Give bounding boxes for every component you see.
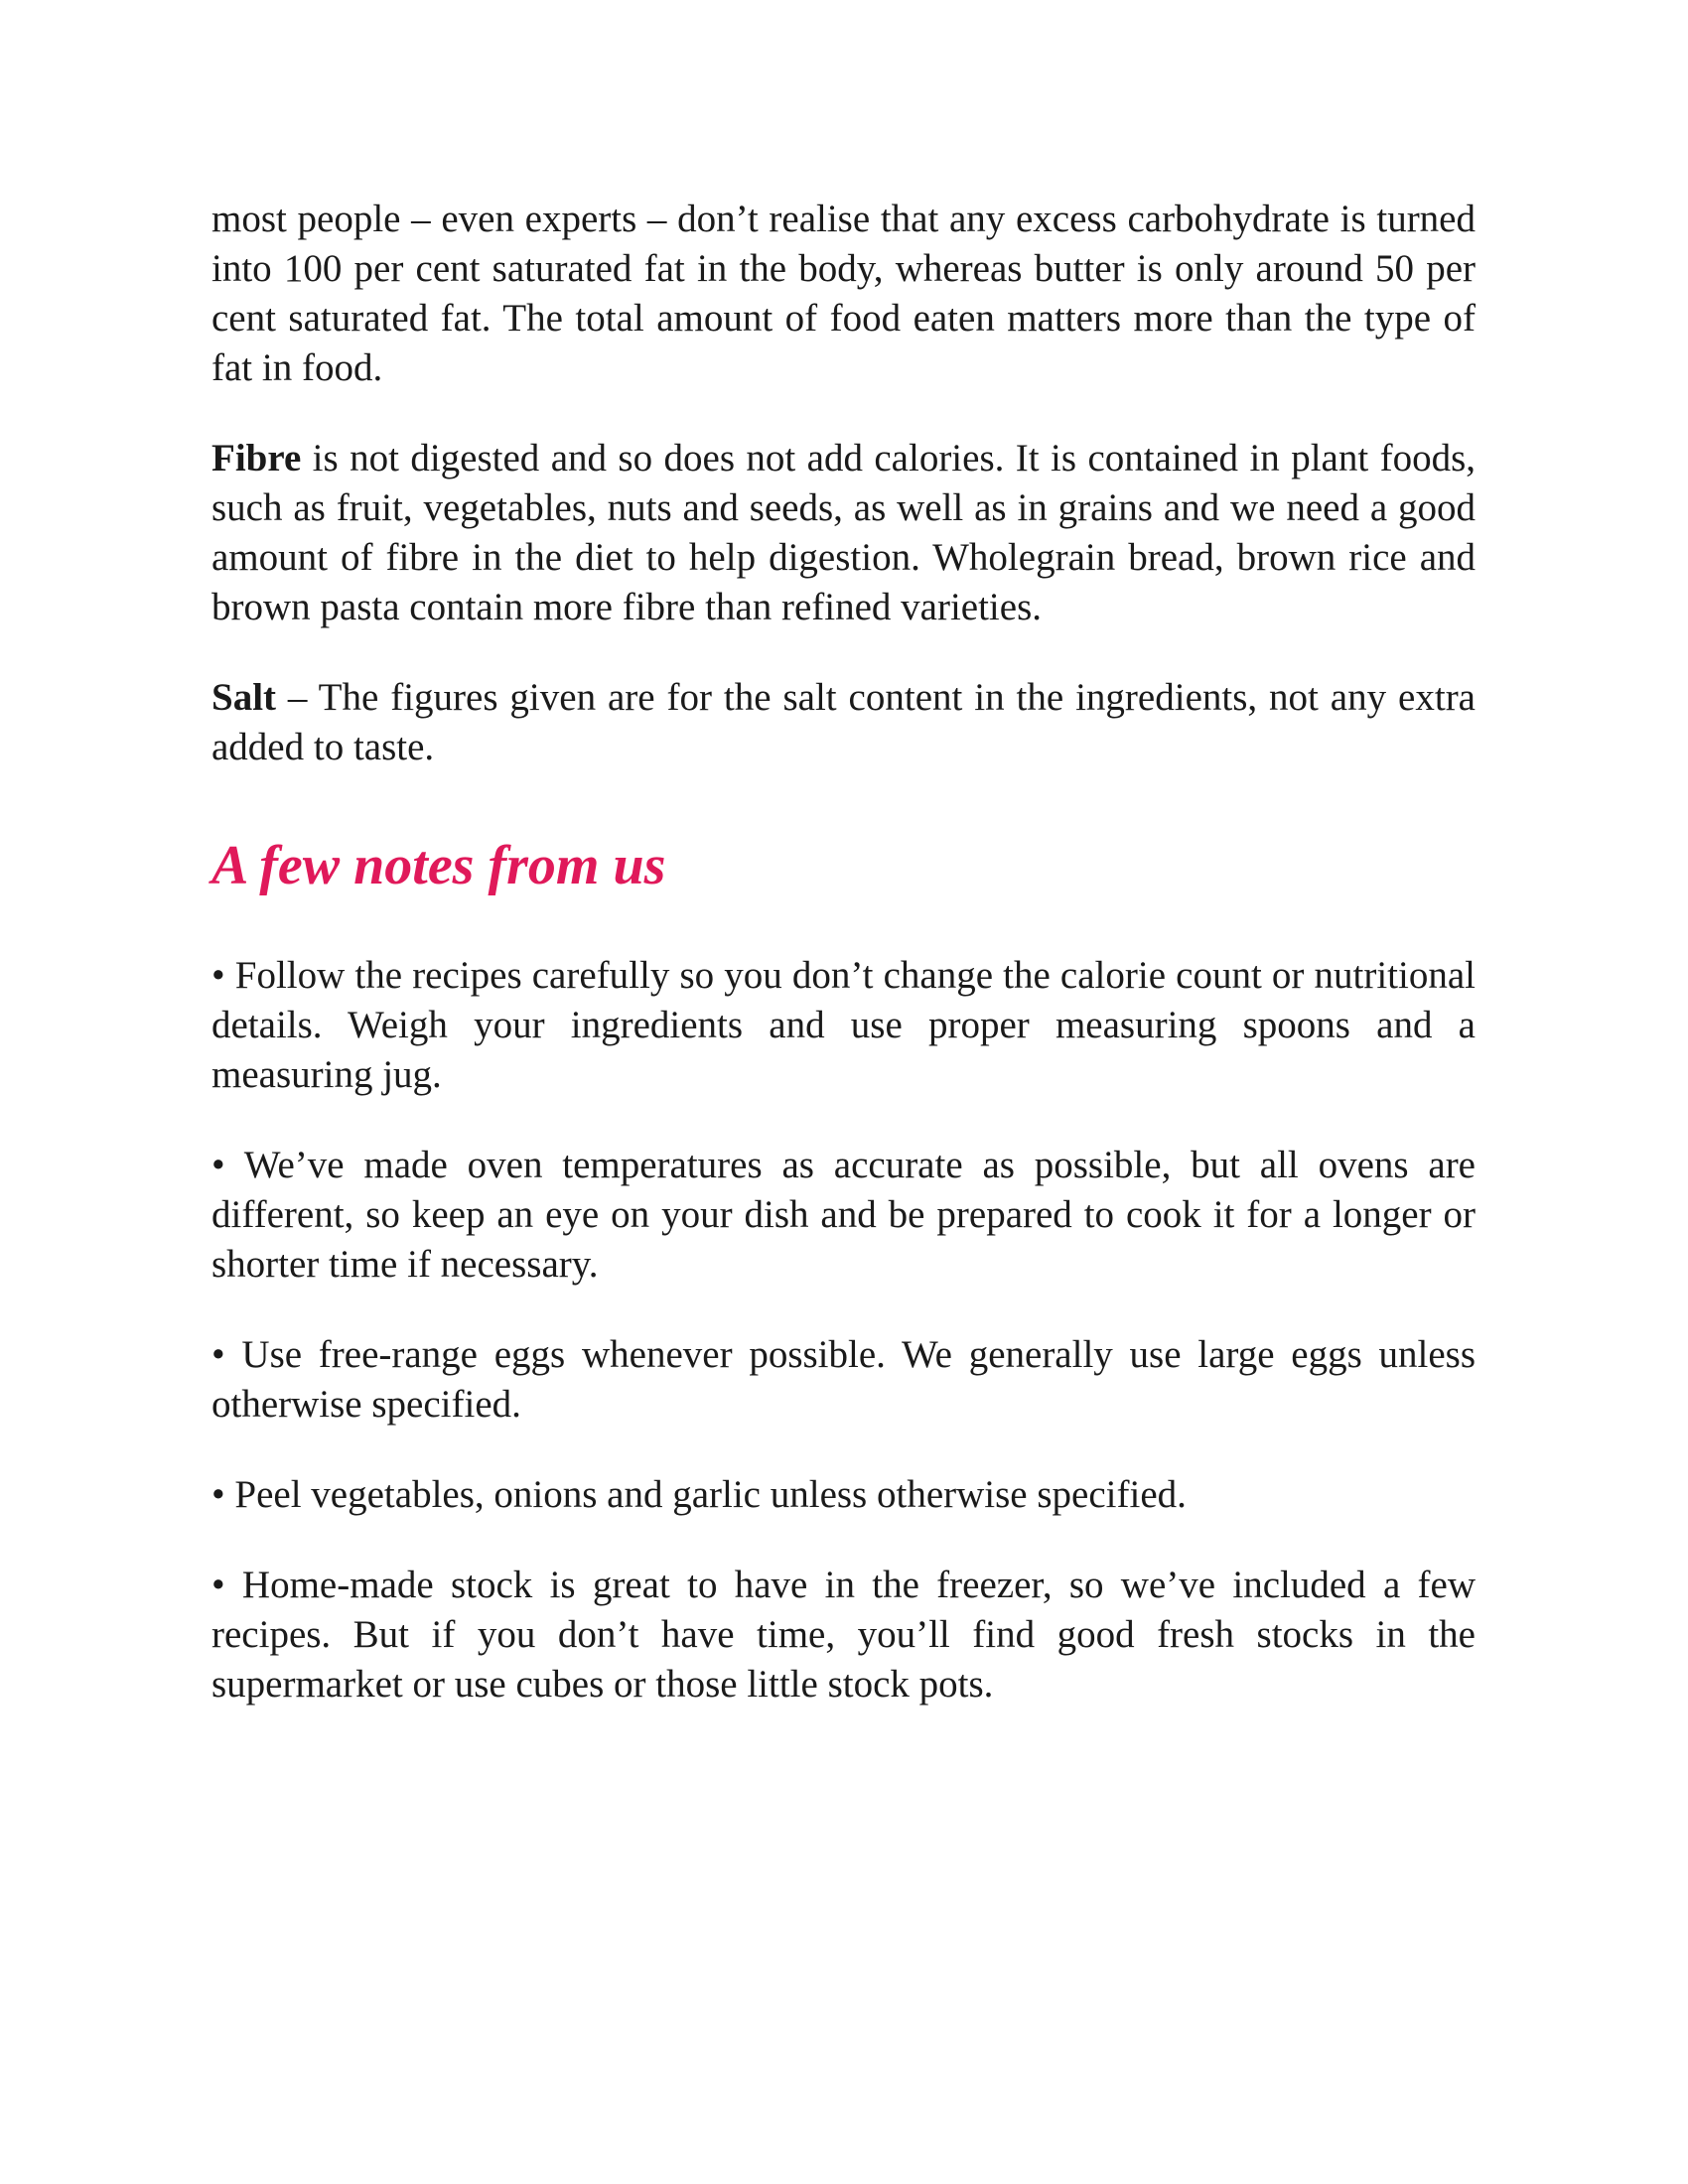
fibre-paragraph bbox=[211, 434, 1476, 632]
salt-paragraph bbox=[211, 673, 1476, 772]
fibre-text: is not digested and so does not add calories. It is contained in plant foods, such as fruit, vegetables, nuts and seeds, as well as in grains and we need a good amount of fibre in the diet to help digestion. Wholegrain bread, brown rice and brown pasta contain more fibre than refined varieties. bbox=[211, 437, 1476, 628]
note-item-eggs: • Use free-range eggs whenever possible. We generally use large eggs unless otherwise specified. bbox=[211, 1333, 1476, 1426]
salt-text: – The figures given are for the salt content in the ingredients, not any extra added to taste. bbox=[211, 676, 1476, 768]
notes-list bbox=[211, 951, 1476, 1709]
salt-term: Salt bbox=[211, 676, 277, 719]
note-item-oven: • We’ve made oven temperatures as accurate as possible, but all ovens are different, so keep an eye on your dish and be prepared to cook it for a longer or shorter time if necessary. bbox=[211, 1144, 1476, 1286]
intro-paragraph: most people – even experts – don’t realise that any excess carbohydrate is turned into 100 per cent saturated fat in the body, whereas butter is only around 50 per cent saturated fat. The total amount of food eaten matters more than the type of fat in food. bbox=[211, 198, 1476, 389]
note-item-stock: • Home-made stock is great to have in the freezer, so we’ve included a few recipes. But if you don’t have time, you’ll find good fresh stocks in the supermarket or use cubes or those little stock pots. bbox=[211, 1564, 1476, 1706]
fibre-term: Fibre bbox=[211, 437, 302, 479]
note-item-peel: • Peel vegetables, onions and garlic unless otherwise specified. bbox=[211, 1473, 1187, 1516]
note-item-weigh: • Follow the recipes carefully so you don’t change the calorie count or nutritional details. Weigh your ingredients and use proper measuring spoons and a measuring jug. bbox=[211, 954, 1476, 1096]
notes-heading: A few notes from us bbox=[211, 835, 666, 896]
page-content bbox=[211, 195, 1476, 1750]
